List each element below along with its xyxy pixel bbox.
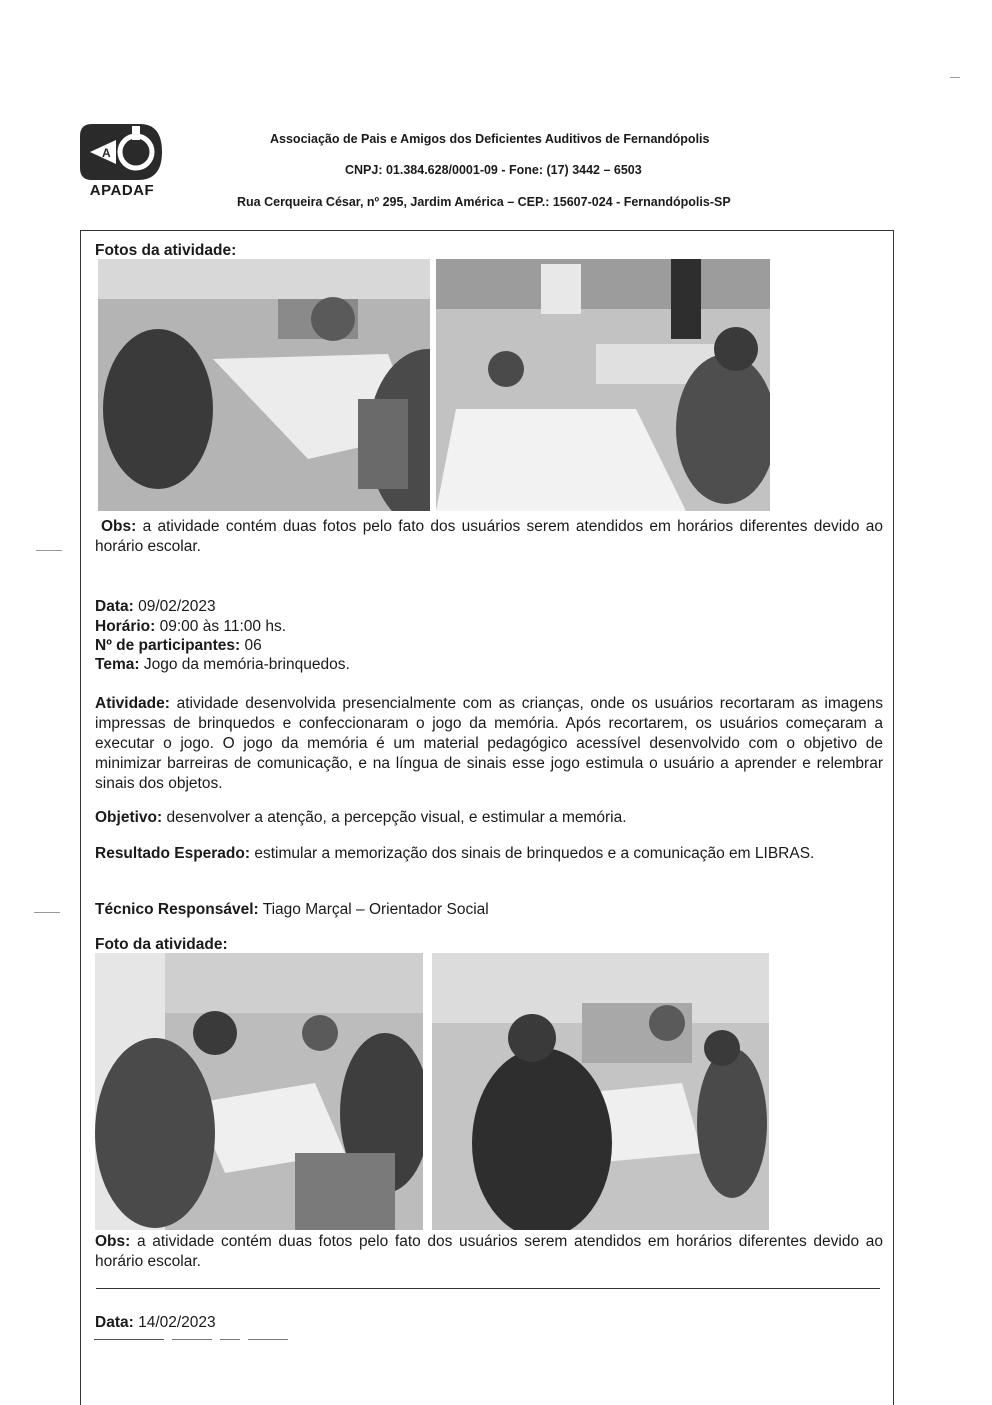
photo-instructor-with-children-icon (432, 953, 769, 1230)
obs-text: a atividade contém duas fotos pelo fato dos usuários serem atendidos em horários diferentes devido ao horário escolar. (95, 518, 883, 555)
activity-photo-1 (98, 259, 430, 511)
cnpj-phone: CNPJ: 01.384.628/0001-09 - Fone: (17) 3442 – 6503 (345, 163, 642, 177)
logo-text: APADAF (89, 182, 155, 199)
time-value: 09:00 às 11:00 hs. (159, 618, 287, 635)
participants-label: Nº de participantes: (95, 637, 241, 654)
activity-paragraph (95, 694, 883, 794)
tech-value: Tiago Marçal – Orientador Social (262, 901, 489, 918)
address: Rua Cerqueira César, nº 295, Jardim América – CEP.: 15607-024 - Fernandópolis-SP (237, 195, 731, 209)
cut-off-text-line (94, 1332, 304, 1340)
svg-text:A: A (102, 146, 111, 160)
activity-photo-2 (436, 259, 770, 511)
date-label: Data: (95, 598, 134, 615)
photo-title: Foto da atividade: (95, 936, 228, 953)
obs-label: Obs: (101, 518, 137, 535)
participants-line (95, 636, 262, 656)
apadaf-logo (76, 122, 168, 200)
tech-line (95, 900, 489, 920)
obs-2 (95, 1232, 883, 1272)
activity-label: Atividade: (95, 695, 170, 712)
org-name: Associação de Pais e Amigos dos Deficientes Auditivos de Fernandópolis (270, 132, 710, 146)
objective-paragraph (95, 808, 883, 828)
theme-line (95, 655, 350, 675)
activity-photo-3 (95, 953, 423, 1230)
photo-group-memory-game-icon (95, 953, 423, 1230)
tech-label: Técnico Responsável: (95, 901, 259, 918)
truncated-text-fragment-icon (94, 1337, 304, 1340)
time-line (95, 617, 286, 637)
photo-classroom-children-drawing-icon (436, 259, 770, 511)
section-divider (96, 1288, 880, 1289)
margin-mark (34, 912, 60, 913)
expected-label: Resultado Esperado: (95, 845, 251, 862)
expected-paragraph (95, 844, 883, 864)
objective-label: Objetivo: (95, 809, 163, 826)
apadaf-logo-icon (78, 122, 164, 182)
date-line-2 (95, 1313, 216, 1333)
theme-label: Tema: (95, 656, 140, 673)
activity-text: atividade desenvolvida presencialmente com as crianças, onde os usuários recortaram as imagens impressas de brinquedos e confeccionaram o jogo da memória. Após recortarem, os usuários começaram a executar o jogo. O jogo da memória é um material pedagógico acessível desenvolvido com o objetivo de minimizar barreiras de comunicação, e na língua de sinais esse jogo estimula o usuário a aprender e relembrar sinais dos objetos. (95, 695, 883, 792)
date-value: 09/02/2023 (138, 598, 216, 615)
expected-text: estimular a memorização dos sinais de brinquedos e a comunicação em LIBRAS. (254, 845, 815, 862)
obs-text: a atividade contém duas fotos pelo fato dos usuários serem atendidos em horários diferentes devido ao horário escolar. (95, 1233, 883, 1270)
photos-title: Fotos da atividade: (95, 242, 237, 259)
date-line (95, 597, 216, 617)
margin-mark (36, 550, 62, 551)
activity-photo-4 (432, 953, 769, 1230)
theme-value: Jogo da memória-brinquedos. (143, 656, 350, 673)
date-label: Data: (95, 1314, 134, 1331)
obs-1 (95, 517, 883, 557)
obs-label: Obs: (95, 1233, 131, 1250)
objective-text: desenvolver a atenção, a percepção visual, e estimular a memória. (166, 809, 627, 826)
participants-value: 06 (244, 637, 262, 654)
photo-classroom-table-game-icon (98, 259, 430, 511)
margin-mark (950, 77, 960, 78)
time-label: Horário: (95, 618, 156, 635)
date-value: 14/02/2023 (138, 1314, 216, 1331)
